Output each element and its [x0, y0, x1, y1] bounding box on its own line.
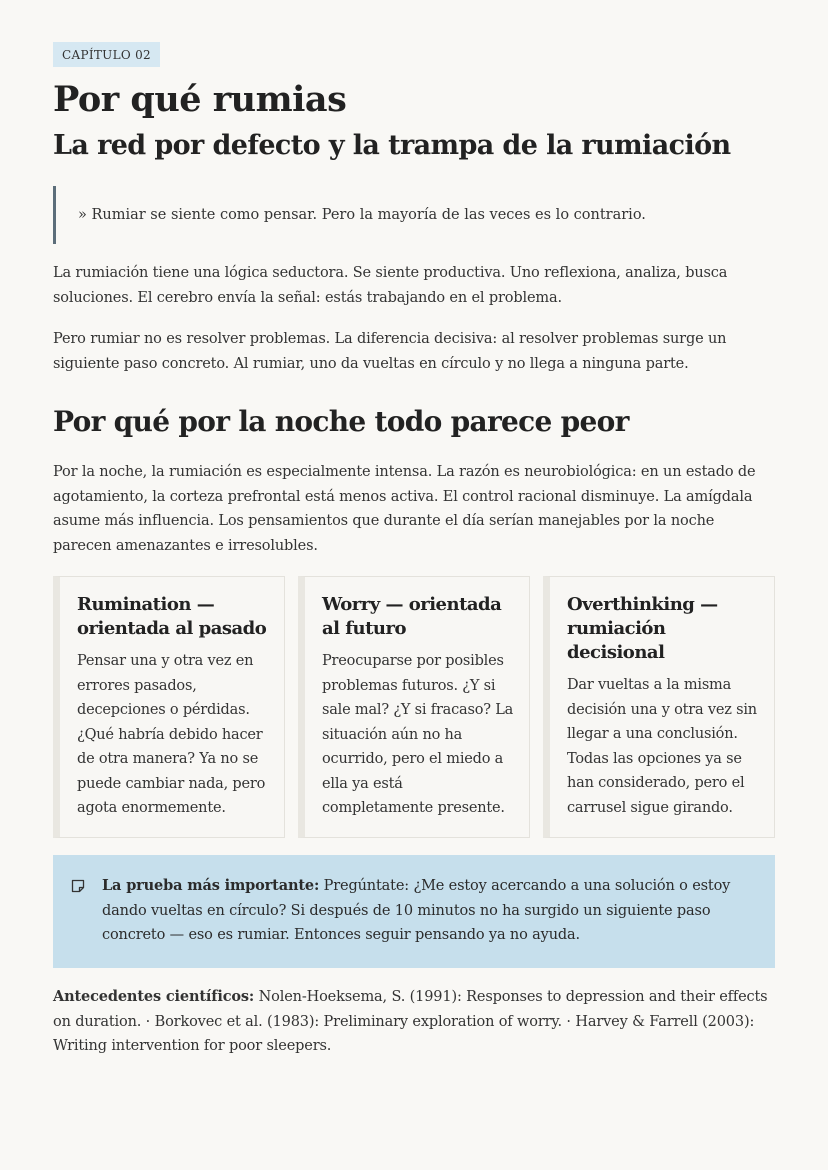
chapter-badge: CAPÍTULO 02: [53, 42, 160, 67]
callout-body: Pregúntate: ¿Me estoy acercando a una solución o estoy dando vueltas en círculo? Si después de 10 minutos no ha surgido un siguiente paso concreto — eso es rumiar. Entonces seguir pensando ya no ayuda.: [102, 878, 731, 943]
page-title: Por qué rumias: [53, 79, 347, 120]
card-grid: [53, 576, 775, 838]
card-rumination: [53, 576, 285, 838]
card-worry: [298, 576, 530, 838]
card-title: Worry — orientada al futuro: [322, 594, 502, 639]
card-text: Preocuparse por posibles problemas futuros. ¿Y si sale mal? ¿Y si fracaso? La situación aún no ha ocurrido, pero el miedo a ella ya está completamente presente.: [322, 653, 514, 816]
intro-paragraph-1: La rumiación tiene una lógica seductora. Se siente productiva. Uno reflexiona, analiza, busca soluciones. El cerebro envía la señal: estás trabajando en el problema.: [53, 265, 728, 306]
page: [53, 42, 775, 1059]
pull-quote-text: » Rumiar se siente como pensar. Pero la mayoría de las veces es lo contrario.: [78, 207, 646, 223]
section-heading: Por qué por la noche todo parece peor: [53, 405, 629, 438]
callout-label: La prueba más importante:: [102, 877, 320, 894]
callout-box: [53, 855, 775, 968]
card-overthinking: [543, 576, 775, 838]
references-label: Antecedentes científicos:: [53, 988, 255, 1005]
references: [53, 985, 775, 1059]
card-title: Rumination — orientada al pasado: [77, 594, 267, 639]
card-text: Pensar una y otra vez en errores pasados, decepciones o pérdidas. ¿Qué habría debido hacer de otra manera? Ya no se puede cambiar nada, pero agota enormemente.: [77, 653, 266, 816]
intro-paragraph-2: Pero rumiar no es resolver problemas. La diferencia decisiva: al resolver problemas surge un siguiente paso concreto. Al rumiar, uno da vueltas en círculo y no llega a ninguna parte.: [53, 331, 727, 372]
callout-text: [102, 874, 757, 968]
section-paragraph: Por la noche, la rumiación es especialmente intensa. La razón es neurobiológica: en un estado de agotamiento, la corteza prefrontal está menos activa. El control racional disminuye. La amígdala asume más influencia. Los pensamientos que durante el día serían manejables por la noche parecen amenazantes e irresolubles.: [53, 464, 756, 554]
references-text: Nolen-Hoeksema, S. (1991): Responses to depression and their effects on duration. · Borkovec et al. (1983): Preliminary exploration of worry. · Harvey & Farrell (2003): Writing intervention for poor sleepers.: [53, 989, 768, 1054]
pull-quote: [53, 186, 775, 244]
card-title: Overthinking — rumiación decisional: [567, 594, 718, 663]
card-text: Dar vueltas a la misma decisión una y otra vez sin llegar a una conclusión. Todas las opciones ya se han considerado, pero el carrusel sigue girando.: [567, 677, 757, 816]
note-icon: [71, 879, 85, 893]
page-subtitle: La red por defecto y la trampa de la rumiación: [53, 130, 731, 161]
